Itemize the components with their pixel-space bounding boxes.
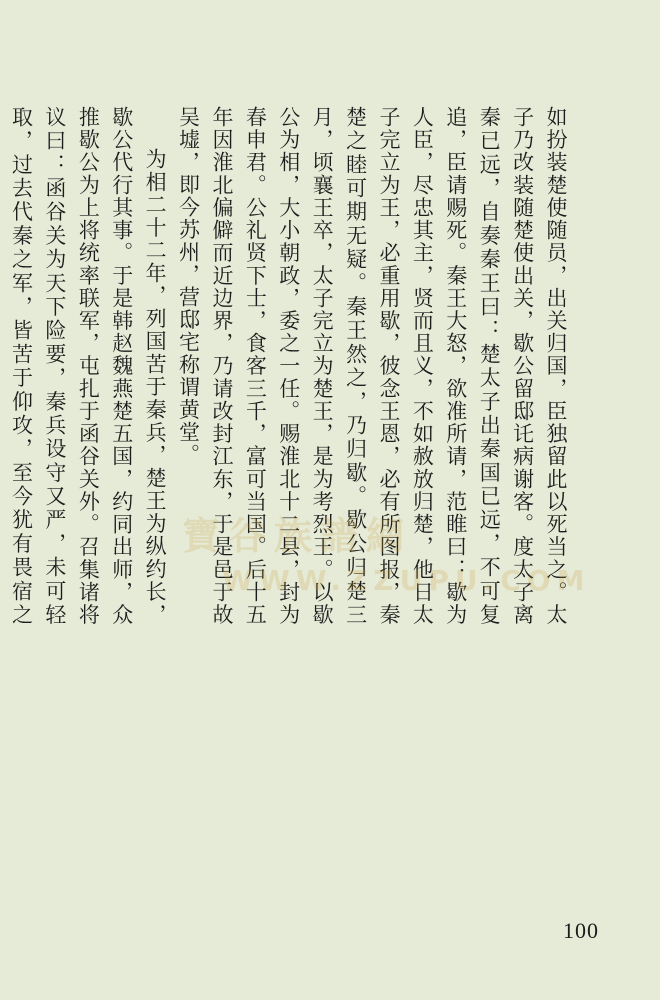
- page-number: 100: [563, 918, 599, 943]
- watermark-url: WWW.ZZUPU.COM: [222, 564, 591, 597]
- paragraph-1: 如扮装楚使随员，出关归国，臣独留此以死当之。太子乃改装随楚使出关，歇公留邸讬病谢客。度太子离秦已远，自奏秦王曰：楚太子出秦国已远，不可复追，臣请赐死。秦王大怒，欲准所请，范睢曰：歇为人臣，尽忠其主，贤而且义，不如赦放归楚，他日太子完立为王，必重用歇，彼念王恩，必有所图报，秦楚之睦可期无疑。秦王然之，乃归歇。歇公归楚三月，顷襄王卒，太子完立为楚王，是为考烈王。以歇公为相，大小朝政，委之一任。赐淮北十二县，封为春申君。公礼贤下士，食客三千，富可当国。后十五年因淮北偏僻而近边界，乃请改封江东，于是邑于故吴墟，即今苏州，营邸宅称谓黄堂。: [176, 106, 568, 626]
- vertical-text-body: [0, 106, 591, 626]
- paragraph-2: 为相二十二年，列国苦于秦兵，楚王为纵约长，歇公代行其事。于是韩赵魏燕楚五国，约同出师，众推歇公为上将统率联军，屯扎于函谷关外。召集诸将议曰：函谷关为天下险要，秦兵设守又严，未可轻取，过去代秦之军，皆苦于仰攻，至今犹有畏宿之: [9, 106, 168, 626]
- watermark-logo-text: 寶谷族譜網: [182, 514, 413, 558]
